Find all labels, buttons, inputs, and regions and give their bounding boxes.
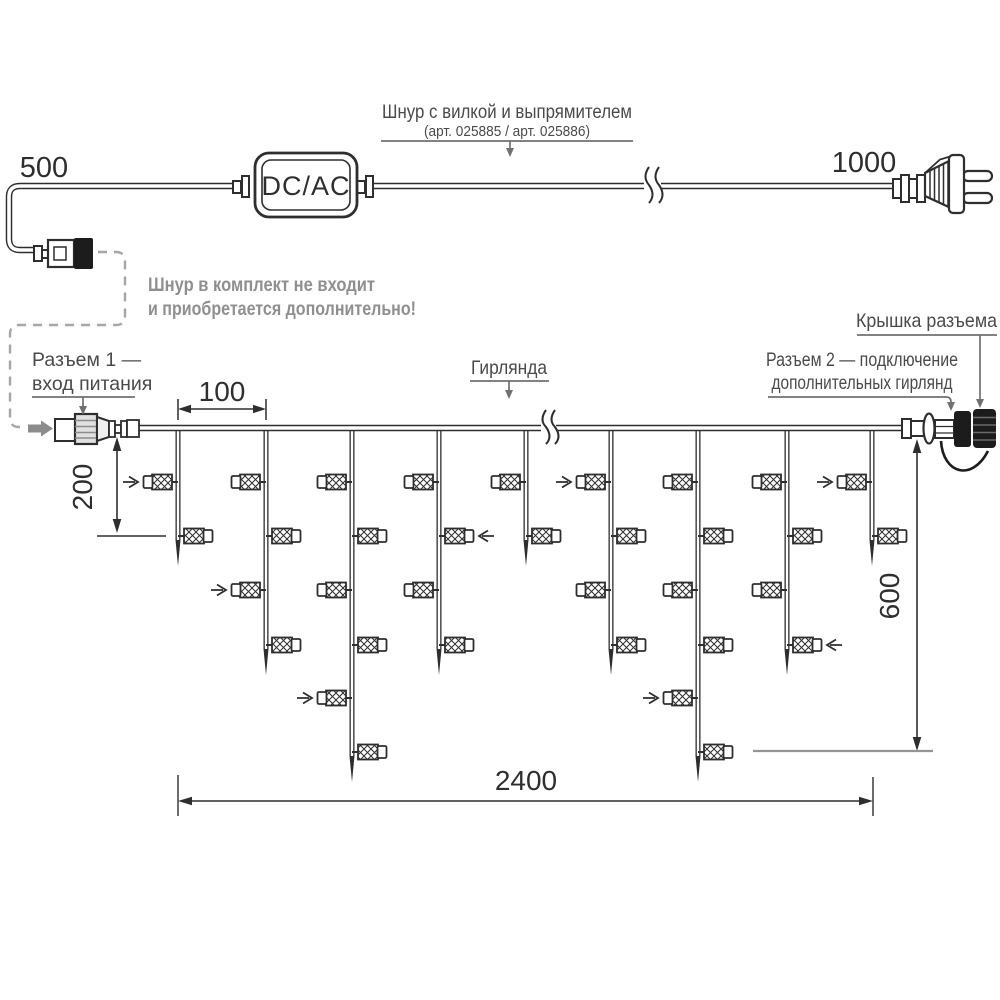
dim-200-label: 200 (67, 463, 98, 511)
led-bulb (405, 583, 440, 598)
led-bulb (611, 638, 646, 653)
connector2-label (766, 349, 958, 411)
icicle-drop (123, 430, 213, 566)
led-bulb (698, 745, 733, 760)
dashed-connection-path (10, 252, 125, 437)
led-bulb (753, 583, 788, 598)
led-bulb (318, 691, 353, 706)
led-bulb (352, 529, 387, 544)
led-bulb (439, 529, 474, 544)
led-bulb (753, 475, 788, 490)
power-plug (893, 155, 992, 213)
led-bulb (352, 745, 387, 760)
blink-arrow-icon (556, 477, 571, 488)
drop-tip (350, 756, 355, 782)
led-bulb (577, 475, 612, 490)
connector-cap (973, 409, 996, 448)
connector-2 (902, 409, 996, 470)
dim-2400-label: 2400 (494, 765, 558, 796)
led-bulb (492, 475, 527, 490)
led-bulb (787, 529, 822, 544)
gray-arrow-icon (28, 421, 53, 437)
garland-label (470, 357, 549, 399)
led-bulb (439, 638, 474, 653)
led-bulb (838, 475, 873, 490)
down-arrow-icon (505, 390, 513, 399)
blink-arrow-icon (123, 477, 138, 488)
connector1-label (32, 349, 152, 415)
led-bulb (664, 583, 699, 598)
plug-prong (963, 171, 992, 181)
led-bulb (611, 529, 646, 544)
led-bulb (787, 638, 822, 653)
led-bulb (872, 529, 907, 544)
led-bulb (232, 583, 267, 598)
led-bulb (178, 529, 213, 544)
icicle-drop (405, 430, 495, 675)
drop-tip (264, 649, 269, 675)
led-bulb (266, 529, 301, 544)
cord-title-block (381, 101, 633, 157)
converter-label: DC/AC (261, 171, 351, 201)
cord-break-symbol (644, 167, 663, 203)
dim-600-label: 600 (874, 572, 905, 620)
led-bulb (232, 475, 267, 490)
blink-arrow-icon (817, 477, 832, 488)
icicle-drop (556, 430, 646, 675)
garland-wire (139, 410, 906, 444)
icicle-drop (753, 430, 843, 675)
drop-tip (609, 649, 614, 675)
blink-arrow-icon (211, 585, 226, 596)
connector1-label-line2: вход питания (32, 373, 153, 395)
led-bulb (698, 529, 733, 544)
plug-prong (963, 193, 992, 203)
dim-500-label: 500 (19, 152, 69, 184)
drop-tip (870, 540, 875, 566)
down-arrow-icon (976, 399, 984, 408)
blink-arrow-icon (643, 693, 658, 704)
led-bulb (664, 691, 699, 706)
connector1-label-line1: Разъем 1 — (32, 349, 142, 371)
cap-label-text: Крышка разъема (856, 310, 998, 332)
icicle-drop (211, 430, 301, 675)
icicle-drop (817, 430, 907, 566)
dim-100-label: 100 (198, 376, 246, 407)
connector-black-cap (74, 238, 93, 269)
icicle-drop (643, 430, 733, 782)
led-bulb (577, 583, 612, 598)
icicle-drop (297, 430, 387, 782)
led-bulb (526, 529, 561, 544)
down-arrow-icon (947, 402, 955, 411)
drop-tip (437, 649, 442, 675)
led-bulb (144, 475, 179, 490)
dimension-100 (178, 376, 266, 420)
led-bulb (318, 475, 353, 490)
icicle-drops (123, 430, 907, 782)
led-bulb (664, 475, 699, 490)
led-bulb (266, 638, 301, 653)
connector2-label-line1: Разъем 2 — подключение (766, 349, 958, 371)
led-bulb (405, 475, 440, 490)
cord-end-connector (34, 238, 93, 269)
led-bulb (352, 638, 387, 653)
blink-arrow-icon (479, 531, 494, 542)
dim-1000-label: 1000 (831, 147, 897, 179)
down-arrow-icon (506, 148, 514, 157)
blink-arrow-icon (827, 640, 842, 651)
dimension-2400 (178, 765, 873, 816)
drop-tip (785, 649, 790, 675)
dc-ac-converter (233, 153, 373, 217)
led-bulb (698, 638, 733, 653)
blink-arrow-icon (297, 693, 312, 704)
note-line2: и приобретается дополнительно! (148, 298, 416, 320)
connector2-label-line2: дополнительных гирлянд (771, 372, 953, 394)
cord-note (148, 274, 416, 320)
icicle-drop (492, 430, 561, 566)
cord-title: Шнур с вилкой и выпрямителем (382, 101, 632, 123)
connector-1 (55, 414, 139, 444)
note-line1: Шнур в комплект не входит (148, 274, 375, 296)
drop-tip (524, 540, 529, 566)
drop-tip (696, 756, 701, 782)
garland-label-text: Гирлянда (471, 357, 548, 379)
cord-subtitle: (арт. 025885 / арт. 025886) (424, 124, 590, 140)
wire-break-symbol (541, 410, 559, 444)
led-bulb (318, 583, 353, 598)
drop-tip (176, 540, 181, 566)
